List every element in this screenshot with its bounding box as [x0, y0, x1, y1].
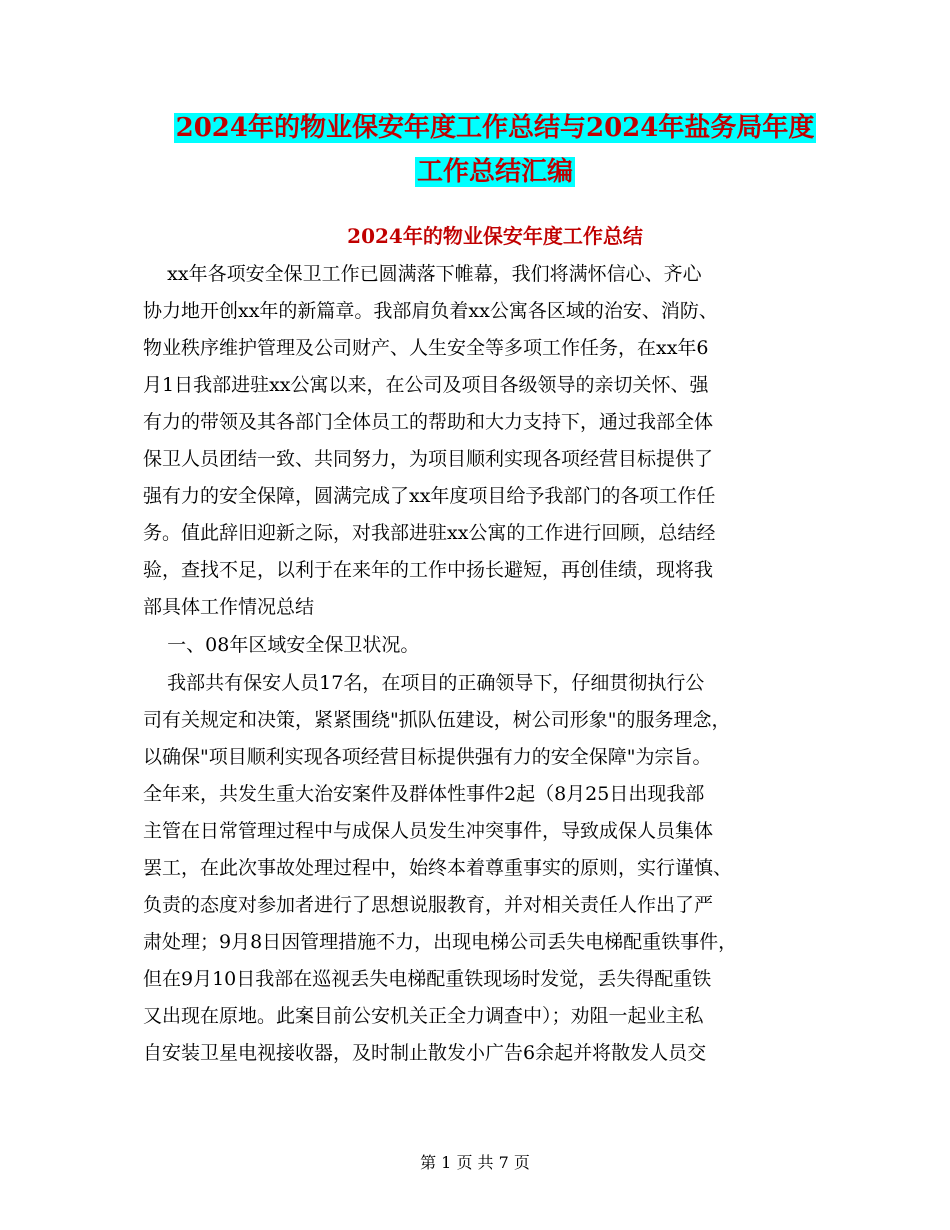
document-title-line-2 [140, 152, 850, 192]
body-line: 又出现在原地。此案目前公安机关正全力调查中）；劝阻一起业主私 [143, 1005, 704, 1027]
page-number-footer: 第 1 页 共 7 页 [420, 1153, 530, 1172]
body-line: 自安装卫星电视接收器，及时制止散发小广告6余起并将散发人员交 [143, 1042, 707, 1064]
body-line: 肃处理；9月8日因管理措施不力，出现电梯公司丢失电梯配重铁事件， [143, 931, 738, 953]
body-line: 部具体工作情况总结 [143, 596, 315, 618]
body-line: 务。值此辞旧迎新之际，对我部进驻xx公寓的工作进行回顾，总结经 [143, 522, 716, 544]
body-line: 有力的带领及其各部门全体员工的帮助和大力支持下，通过我部全体 [143, 411, 714, 433]
body-line: 保卫人员团结一致、共同努力，为项目顺利实现各项经营目标提供了 [143, 448, 714, 470]
section-heading: 一、08年区域安全保卫状况。 [143, 634, 420, 656]
document-title-line-1 [140, 108, 850, 148]
body-line: 物业秩序维护管理及公司财产、人生安全等多项工作任务，在xx年6 [143, 337, 709, 359]
body-line: 罢工，在此次事故处理过程中，始终本着尊重事实的原则，实行谨慎、 [143, 857, 733, 879]
title-highlight-2: 工作总结汇编 [416, 157, 573, 187]
body-line: 全年来，共发生重大治安案件及群体性事件2起（8月25日出现我部 [143, 783, 705, 805]
body-line: 负责的态度对参加者进行了思想说服教育，并对相关责任人作出了严 [143, 894, 714, 916]
title-highlight-1: 2024年的物业保安年度工作总结与2024年盐务局年度 [175, 113, 815, 143]
body-line: 司有关规定和决策，紧紧围绕"抓队伍建设，树公司形象"的服务理念， [143, 709, 731, 731]
body-line: 月1日我部进驻xx公寓以来，在公司及项目各级领导的亲切关怀、强 [143, 374, 709, 396]
section-title: 2024年的物业保安年度工作总结 [347, 224, 643, 248]
body-line: 主管在日常管理过程中与成保人员发生冲突事件，导致成保人员集体 [143, 820, 714, 842]
body-line: 以确保"项目顺利实现各项经营目标提供强有力的安全保障"为宗旨。 [143, 746, 712, 768]
body-line: 协力地开创xx年的新篇章。我部肩负着xx公寓各区域的治安、消防、 [143, 300, 718, 322]
body-line: 但在9月10日我部在巡视丢失电梯配重铁现场时发觉，丢失得配重铁 [143, 968, 712, 990]
body-line: 强有力的安全保障，圆满完成了xx年度项目给予我部门的各项工作任 [143, 485, 716, 507]
body-line: 验，查找不足，以利于在来年的工作中扬长避短，再创佳绩，现将我 [143, 559, 714, 581]
body-line: 我部共有保安人员17名，在项目的正确领导下，仔细贯彻执行公 [143, 672, 705, 694]
body-line: xx年各项安全保卫工作已圆满落下帷幕，我们将满怀信心、齐心 [143, 263, 702, 285]
